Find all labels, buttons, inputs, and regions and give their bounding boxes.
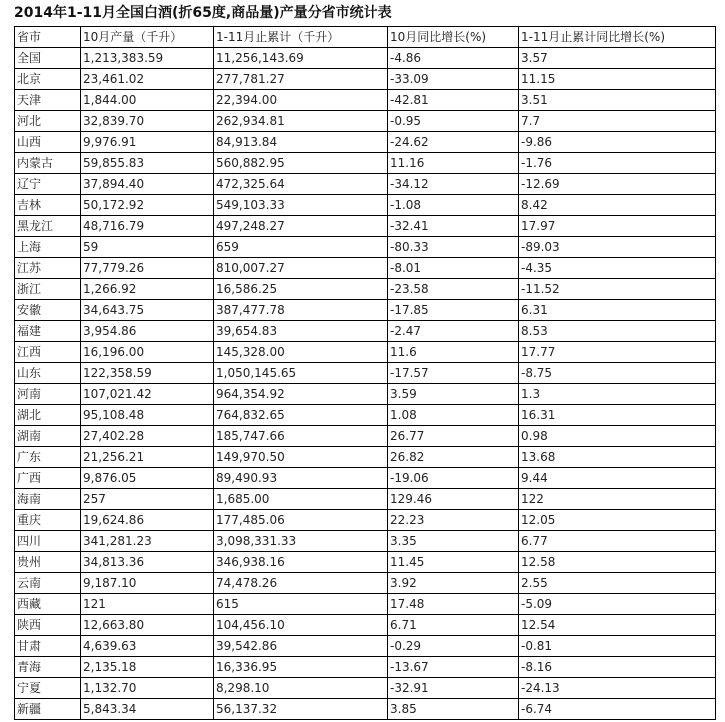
table-row [15, 531, 716, 552]
cell-cumulative-output: 149,970.50 [214, 447, 388, 468]
cell-cumulative-output: 22,394.00 [214, 90, 388, 111]
cell-oct-output: 21,256.21 [81, 447, 214, 468]
cell-oct-yoy-growth: -32.41 [388, 216, 519, 237]
cell-oct-output: 1,844.00 [81, 90, 214, 111]
cell-province: 云南 [15, 573, 81, 594]
cell-cumulative-yoy-growth: -5.09 [519, 594, 716, 615]
cell-oct-yoy-growth: -0.95 [388, 111, 519, 132]
cell-oct-output: 9,876.05 [81, 468, 214, 489]
table-row [15, 405, 716, 426]
cell-oct-yoy-growth: 26.77 [388, 426, 519, 447]
cell-oct-output: 34,813.36 [81, 552, 214, 573]
cell-oct-output: 1,266.92 [81, 279, 214, 300]
cell-cumulative-output: 659 [214, 237, 388, 258]
cell-oct-output: 37,894.40 [81, 174, 214, 195]
table-row [15, 468, 716, 489]
cell-province: 广西 [15, 468, 81, 489]
table-row [15, 279, 716, 300]
table-row [15, 447, 716, 468]
table-row [15, 615, 716, 636]
cell-cumulative-yoy-growth: 17.97 [519, 216, 716, 237]
cell-cumulative-output: 277,781.27 [214, 69, 388, 90]
cell-province: 上海 [15, 237, 81, 258]
cell-province: 北京 [15, 69, 81, 90]
production-table [14, 26, 716, 720]
cell-cumulative-output: 3,098,331.33 [214, 531, 388, 552]
table-row [15, 69, 716, 90]
cell-oct-output: 32,839.70 [81, 111, 214, 132]
cell-oct-yoy-growth: -24.62 [388, 132, 519, 153]
cell-cumulative-output: 472,325.64 [214, 174, 388, 195]
cell-province: 甘肃 [15, 636, 81, 657]
cell-cumulative-yoy-growth: 7.7 [519, 111, 716, 132]
cell-oct-yoy-growth: -17.57 [388, 363, 519, 384]
cell-province: 西藏 [15, 594, 81, 615]
cell-cumulative-output: 39,542.86 [214, 636, 388, 657]
cell-oct-output: 19,624.86 [81, 510, 214, 531]
table-row [15, 510, 716, 531]
cell-oct-yoy-growth: 22.23 [388, 510, 519, 531]
cell-cumulative-yoy-growth: 3.57 [519, 48, 716, 69]
cell-oct-yoy-growth: 6.71 [388, 615, 519, 636]
cell-province: 福建 [15, 321, 81, 342]
cell-cumulative-yoy-growth: 0.98 [519, 426, 716, 447]
cell-oct-output: 34,643.75 [81, 300, 214, 321]
table-row [15, 342, 716, 363]
cell-cumulative-yoy-growth: 11.15 [519, 69, 716, 90]
cell-cumulative-yoy-growth: 13.68 [519, 447, 716, 468]
table-row [15, 426, 716, 447]
cell-oct-yoy-growth: -19.06 [388, 468, 519, 489]
cell-cumulative-output: 549,103.33 [214, 195, 388, 216]
cell-cumulative-yoy-growth: 8.42 [519, 195, 716, 216]
table-row [15, 195, 716, 216]
cell-province: 江苏 [15, 258, 81, 279]
cell-oct-output: 257 [81, 489, 214, 510]
table-row [15, 363, 716, 384]
cell-cumulative-output: 16,336.95 [214, 657, 388, 678]
cell-province: 海南 [15, 489, 81, 510]
cell-province: 陕西 [15, 615, 81, 636]
cell-cumulative-yoy-growth: 8.53 [519, 321, 716, 342]
cell-oct-yoy-growth: -33.09 [388, 69, 519, 90]
cell-oct-yoy-growth: -1.08 [388, 195, 519, 216]
table-row [15, 678, 716, 699]
cell-cumulative-output: 615 [214, 594, 388, 615]
cell-province: 河南 [15, 384, 81, 405]
table-header-row [15, 27, 716, 48]
cell-oct-yoy-growth: -8.01 [388, 258, 519, 279]
cell-oct-yoy-growth: 3.35 [388, 531, 519, 552]
cell-oct-yoy-growth: -0.29 [388, 636, 519, 657]
page-title: 2014年1-11月全国白酒(折65度,商品量)产量分省市统计表 [14, 5, 392, 21]
table-row [15, 573, 716, 594]
cell-cumulative-yoy-growth: -0.81 [519, 636, 716, 657]
cell-province: 湖北 [15, 405, 81, 426]
table-row [15, 657, 716, 678]
cell-oct-yoy-growth: -13.67 [388, 657, 519, 678]
cell-cumulative-yoy-growth: 16.31 [519, 405, 716, 426]
cell-oct-yoy-growth: -23.58 [388, 279, 519, 300]
table-row [15, 132, 716, 153]
cell-cumulative-output: 262,934.81 [214, 111, 388, 132]
cell-oct-yoy-growth: -4.86 [388, 48, 519, 69]
cell-oct-yoy-growth: -80.33 [388, 237, 519, 258]
cell-cumulative-yoy-growth: 17.77 [519, 342, 716, 363]
cell-cumulative-yoy-growth: -24.13 [519, 678, 716, 699]
cell-oct-yoy-growth: 129.46 [388, 489, 519, 510]
cell-cumulative-output: 8,298.10 [214, 678, 388, 699]
cell-cumulative-output: 16,586.25 [214, 279, 388, 300]
cell-cumulative-output: 185,747.66 [214, 426, 388, 447]
cell-province: 山东 [15, 363, 81, 384]
cell-cumulative-yoy-growth: 2.55 [519, 573, 716, 594]
cell-oct-output: 27,402.28 [81, 426, 214, 447]
column-header-cumulative-yoy-growth: 1-11月止累计同比增长(%) [519, 27, 716, 48]
cell-cumulative-output: 964,354.92 [214, 384, 388, 405]
cell-oct-yoy-growth: 11.16 [388, 153, 519, 174]
table-row [15, 321, 716, 342]
cell-cumulative-output: 145,328.00 [214, 342, 388, 363]
cell-cumulative-output: 11,256,143.69 [214, 48, 388, 69]
cell-oct-output: 50,172.92 [81, 195, 214, 216]
cell-province: 宁夏 [15, 678, 81, 699]
cell-oct-output: 1,132.70 [81, 678, 214, 699]
table-row [15, 237, 716, 258]
cell-cumulative-yoy-growth: -11.52 [519, 279, 716, 300]
cell-cumulative-output: 346,938.16 [214, 552, 388, 573]
cell-oct-output: 48,716.79 [81, 216, 214, 237]
cell-cumulative-yoy-growth: -4.35 [519, 258, 716, 279]
cell-province: 安徽 [15, 300, 81, 321]
cell-oct-output: 3,954.86 [81, 321, 214, 342]
cell-province: 湖南 [15, 426, 81, 447]
table-row [15, 216, 716, 237]
cell-province: 青海 [15, 657, 81, 678]
cell-cumulative-output: 764,832.65 [214, 405, 388, 426]
cell-oct-output: 9,187.10 [81, 573, 214, 594]
cell-cumulative-yoy-growth: -6.74 [519, 699, 716, 720]
table-row [15, 153, 716, 174]
cell-oct-yoy-growth: 3.59 [388, 384, 519, 405]
cell-oct-output: 77,779.26 [81, 258, 214, 279]
cell-oct-output: 4,639.63 [81, 636, 214, 657]
cell-province: 广东 [15, 447, 81, 468]
cell-oct-output: 23,461.02 [81, 69, 214, 90]
cell-cumulative-yoy-growth: 6.31 [519, 300, 716, 321]
cell-cumulative-output: 560,882.95 [214, 153, 388, 174]
cell-province: 黑龙江 [15, 216, 81, 237]
column-header-oct-yoy-growth: 10月同比增长(%) [388, 27, 519, 48]
table-row [15, 699, 716, 720]
cell-cumulative-output: 56,137.32 [214, 699, 388, 720]
cell-oct-output: 1,213,383.59 [81, 48, 214, 69]
cell-oct-output: 9,976.91 [81, 132, 214, 153]
cell-oct-output: 121 [81, 594, 214, 615]
cell-cumulative-output: 177,485.06 [214, 510, 388, 531]
cell-cumulative-yoy-growth: -8.75 [519, 363, 716, 384]
cell-oct-yoy-growth: 11.6 [388, 342, 519, 363]
column-header-province: 省市 [15, 27, 81, 48]
cell-province: 江西 [15, 342, 81, 363]
cell-cumulative-yoy-growth: -8.16 [519, 657, 716, 678]
cell-cumulative-yoy-growth: 12.54 [519, 615, 716, 636]
cell-cumulative-output: 1,050,145.65 [214, 363, 388, 384]
cell-cumulative-output: 497,248.27 [214, 216, 388, 237]
cell-oct-output: 16,196.00 [81, 342, 214, 363]
cell-cumulative-output: 387,477.78 [214, 300, 388, 321]
cell-oct-yoy-growth: 17.48 [388, 594, 519, 615]
cell-oct-yoy-growth: 1.08 [388, 405, 519, 426]
table-row [15, 174, 716, 195]
cell-province: 新疆 [15, 699, 81, 720]
cell-oct-output: 95,108.48 [81, 405, 214, 426]
cell-oct-output: 12,663.80 [81, 615, 214, 636]
table-row [15, 489, 716, 510]
cell-oct-yoy-growth: 26.82 [388, 447, 519, 468]
cell-cumulative-yoy-growth: 3.51 [519, 90, 716, 111]
column-header-oct-output: 10月产量（千升） [81, 27, 214, 48]
cell-cumulative-yoy-growth: 1.3 [519, 384, 716, 405]
cell-oct-output: 122,358.59 [81, 363, 214, 384]
cell-cumulative-yoy-growth: 12.58 [519, 552, 716, 573]
cell-province: 吉林 [15, 195, 81, 216]
cell-province: 天津 [15, 90, 81, 111]
cell-province: 山西 [15, 132, 81, 153]
cell-cumulative-yoy-growth: -9.86 [519, 132, 716, 153]
cell-cumulative-output: 84,913.84 [214, 132, 388, 153]
table-row [15, 111, 716, 132]
table-row [15, 594, 716, 615]
cell-oct-output: 107,021.42 [81, 384, 214, 405]
cell-province: 浙江 [15, 279, 81, 300]
cell-cumulative-output: 810,007.27 [214, 258, 388, 279]
cell-oct-yoy-growth: -32.91 [388, 678, 519, 699]
cell-oct-output: 59 [81, 237, 214, 258]
cell-oct-yoy-growth: 3.85 [388, 699, 519, 720]
cell-cumulative-yoy-growth: -12.69 [519, 174, 716, 195]
cell-cumulative-yoy-growth: 6.77 [519, 531, 716, 552]
cell-province: 四川 [15, 531, 81, 552]
cell-province: 辽宁 [15, 174, 81, 195]
cell-cumulative-output: 89,490.93 [214, 468, 388, 489]
cell-cumulative-output: 39,654.83 [214, 321, 388, 342]
table-row [15, 384, 716, 405]
cell-oct-yoy-growth: -17.85 [388, 300, 519, 321]
cell-oct-yoy-growth: -34.12 [388, 174, 519, 195]
cell-oct-yoy-growth: 11.45 [388, 552, 519, 573]
cell-cumulative-output: 1,685.00 [214, 489, 388, 510]
cell-province: 河北 [15, 111, 81, 132]
cell-province: 全国 [15, 48, 81, 69]
cell-province: 贵州 [15, 552, 81, 573]
cell-oct-yoy-growth: -2.47 [388, 321, 519, 342]
table-row [15, 636, 716, 657]
table-row [15, 300, 716, 321]
table-row [15, 258, 716, 279]
cell-oct-output: 2,135.18 [81, 657, 214, 678]
table-body [15, 27, 716, 720]
cell-oct-yoy-growth: -42.81 [388, 90, 519, 111]
cell-province: 重庆 [15, 510, 81, 531]
cell-province: 内蒙古 [15, 153, 81, 174]
table-row [15, 552, 716, 573]
column-header-cumulative-output: 1-11月止累计（千升） [214, 27, 388, 48]
cell-cumulative-yoy-growth: 9.44 [519, 468, 716, 489]
cell-oct-output: 5,843.34 [81, 699, 214, 720]
cell-cumulative-yoy-growth: -89.03 [519, 237, 716, 258]
cell-cumulative-yoy-growth: 122 [519, 489, 716, 510]
cell-oct-yoy-growth: 3.92 [388, 573, 519, 594]
cell-cumulative-yoy-growth: -1.76 [519, 153, 716, 174]
table-row [15, 90, 716, 111]
cell-oct-output: 341,281.23 [81, 531, 214, 552]
cell-cumulative-yoy-growth: 12.05 [519, 510, 716, 531]
table-row [15, 48, 716, 69]
cell-cumulative-output: 104,456.10 [214, 615, 388, 636]
cell-cumulative-output: 74,478.26 [214, 573, 388, 594]
cell-oct-output: 59,855.83 [81, 153, 214, 174]
